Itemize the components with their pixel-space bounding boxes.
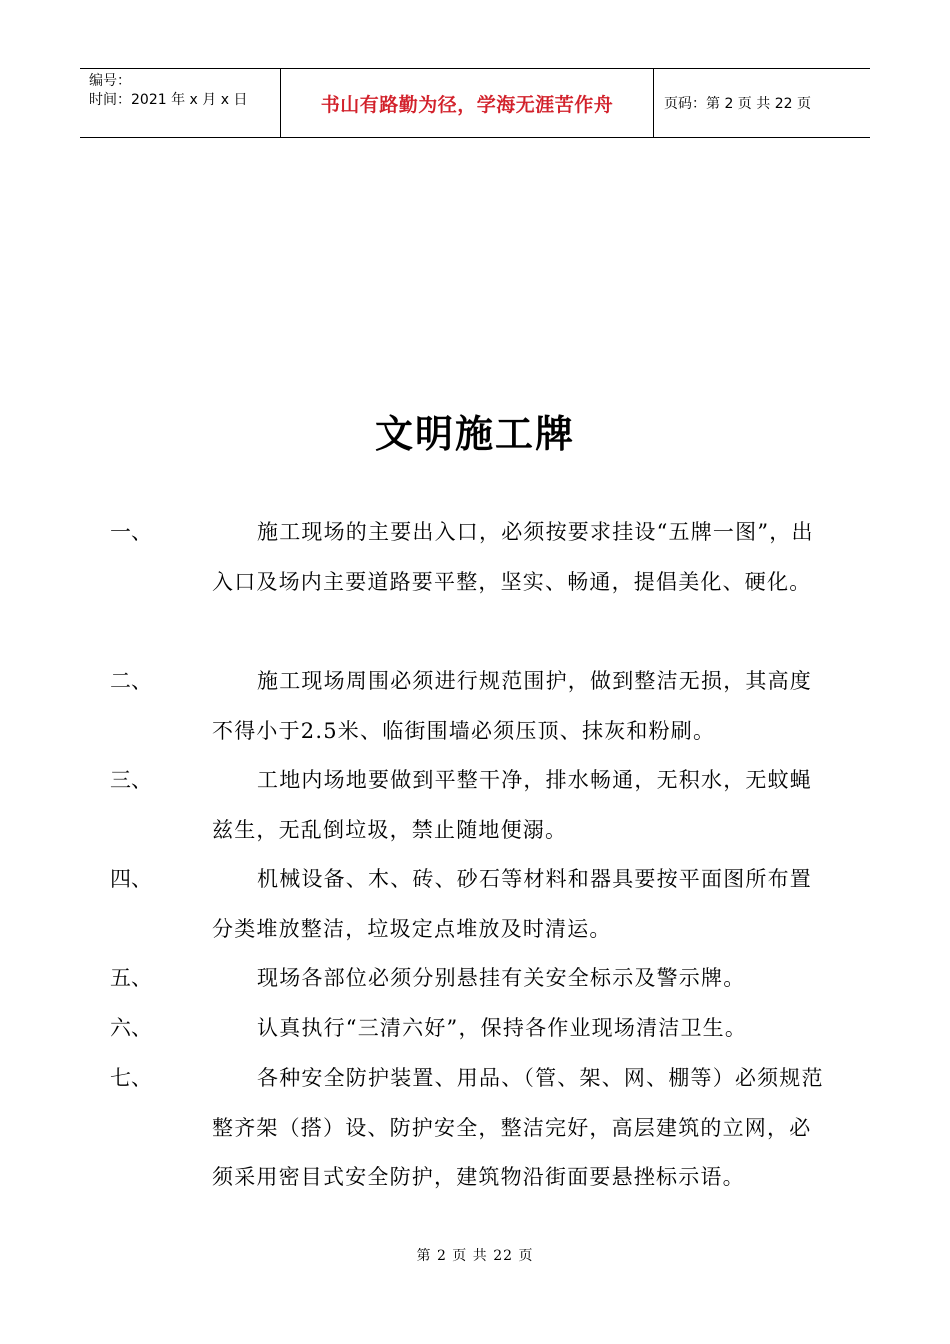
item-number: 六、	[110, 1016, 152, 1040]
item-number: 一、	[110, 520, 152, 544]
item-number: 四、	[110, 867, 152, 891]
item-text: 现场各部位必须分别悬挂有关安全标示及警示牌。	[257, 966, 746, 990]
list-item-7	[110, 1054, 830, 1203]
item-text: 认真执行“三清六好”，保持各作业现场清洁卫生。	[257, 1016, 748, 1040]
header-meta	[80, 69, 281, 137]
item-number: 七、	[110, 1066, 152, 1090]
document-title: 文明施工牌	[374, 411, 575, 456]
page-footer: 第 2 页 共 22 页	[416, 1248, 534, 1264]
item-number: 二、	[110, 669, 152, 693]
list-item-6	[110, 1004, 830, 1054]
item-text: 施工现场周围必须进行规范围护，做到整洁无损，其高度不得小于2.5米、临街围墙必须压顶、抹灰和粉刷。	[212, 669, 812, 743]
list-item-1	[110, 508, 830, 607]
header-motto: 书山有路勤为径，学海无涯苦作舟	[281, 69, 654, 137]
item-text: 施工现场的主要出入口，必须按要求挂设“五牌一图”，出入口及场内主要道路要平整，坚实、畅通，提倡美化、硬化。	[212, 520, 814, 594]
header-page-info: 页码：第 2 页 共 22 页	[664, 96, 811, 112]
page-header	[80, 68, 870, 138]
time-label: 时间：2021 年 x 月 x 日	[89, 92, 248, 108]
item-number: 五、	[110, 966, 152, 990]
list-item-5	[110, 954, 830, 1004]
item-number: 三、	[110, 768, 152, 792]
list-item-3	[110, 756, 830, 855]
item-text: 各种安全防护装置、用品、（管、架、网、棚等）必须规范整齐架（搭）设、防护安全，整洁完好，高层建筑的立网，必须采用密目式安全防护，建筑物沿街面要悬挫标示语。	[212, 1066, 824, 1189]
serial-label: 编号：	[89, 73, 131, 89]
item-text: 机械设备、木、砖、砂石等材料和器具要按平面图所布置分类堆放整洁，垃圾定点堆放及时清运。	[212, 867, 812, 941]
list-item-2	[110, 657, 830, 756]
item-text: 工地内场地要做到平整干净，排水畅通，无积水，无蚊蝇兹生，无乱倒垃圾，禁止随地便溺。	[212, 768, 812, 842]
list-item-4	[110, 855, 830, 954]
